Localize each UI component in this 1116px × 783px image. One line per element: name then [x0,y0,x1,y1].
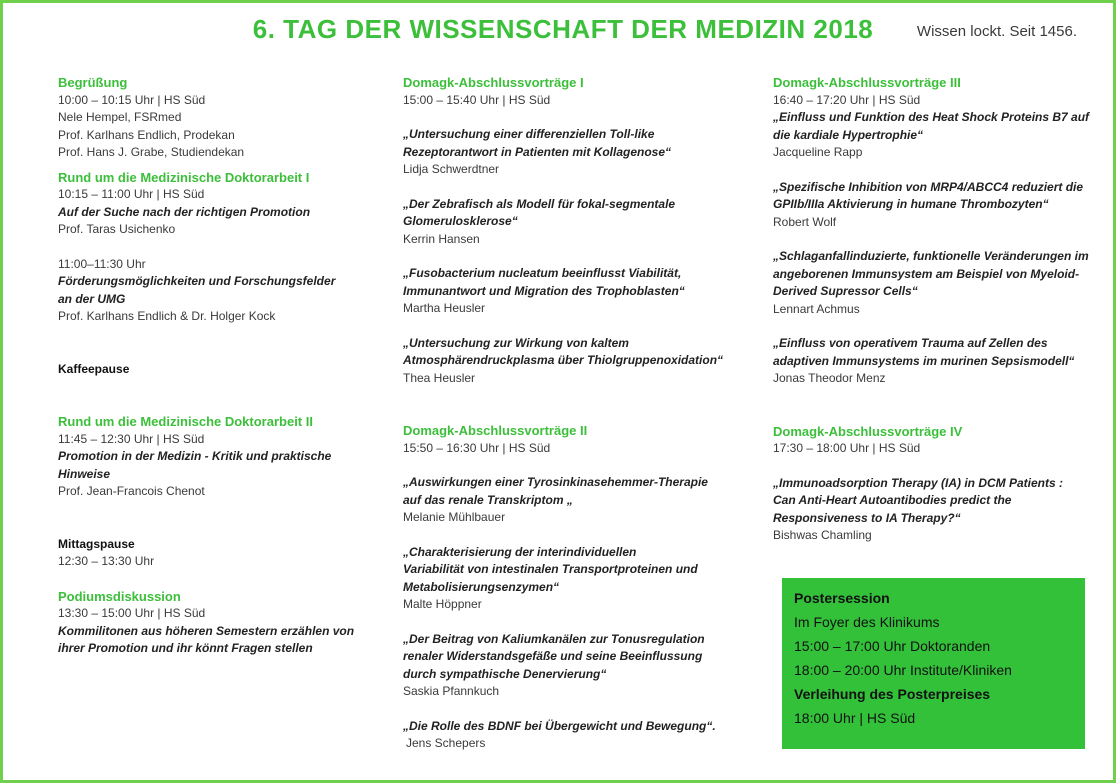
speaker: Martha Heusler [403,301,486,315]
section-domagk-2 [403,422,748,753]
talk-title: an der UMG [58,291,126,306]
speaker: Jonas Theodor Menz [773,371,886,385]
speaker: Melanie Mühlbauer [403,510,506,524]
speaker: Jacqueline Rapp [773,145,863,159]
lunch-break: Mittagspause [58,536,135,551]
talk-title: Hinweise [58,466,111,481]
talk-entry [403,265,748,318]
talk-title: Variabilität von intestinalen Transportproteinen und [403,562,698,576]
section-domagk-1 [403,74,748,387]
talk-title: „Die Rolle des BDNF bei Übergewicht und Bewegung“. [403,718,716,733]
talk-title: „Schlaganfallinduzierte, funktionelle Veränderungen im [773,249,1089,263]
talk-title: durch sympathische Denervierung“ [403,666,607,681]
talk-title: Can Anti-Heart Autoantibodies predict the [773,493,1012,507]
session-time: 11:00–11:30 Uhr [58,256,146,271]
talk-entry [773,335,1103,388]
talk-entry [403,474,748,527]
section-heading: Domagk-Abschlussvorträge IV [773,423,963,439]
section-domagk-4 [773,423,1103,545]
speaker: Malte Höppner [403,597,482,611]
session-time: 10:00 – 10:15 Uhr | HS Süd [58,92,206,107]
talk-title: „Fusobacterium nucleatum beeinflusst Viabilität, [403,266,682,280]
talk-title: adaptiven Immunsystems im murinen Sepsismodell“ [773,353,1075,368]
section-heading: Domagk-Abschlussvorträge II [403,423,588,438]
section-heading: Podiumsdiskussion [58,588,181,604]
talk-title: Immunantwort und Migration des Trophoblasten“ [403,283,685,298]
session-time: 15:00 – 15:40 Uhr | HS Süd [403,92,551,107]
speaker: Lidja Schwerdtner [403,162,500,176]
poster-award-heading: Verleihung des Posterpreises [794,686,991,702]
speaker: Robert Wolf [773,214,837,229]
section-lunch [58,536,373,571]
talk-entry [403,718,748,753]
section-domagk-3 [773,74,1103,388]
section-begruessung [58,74,373,162]
talk-entry [773,109,1103,162]
speaker: Kerrin Hansen [403,231,480,246]
session-time: 17:30 – 18:00 Uhr | HS Süd [773,441,921,455]
section-podium [58,588,373,658]
speaker: Prof. Taras Usichenko [58,222,176,236]
speaker: Bishwas Chamling [773,528,872,542]
speaker: Nele Hempel, FSRmed [58,110,182,124]
poster-session-box [782,578,1085,749]
session-time: 13:30 – 15:00 Uhr | HS Süd [58,606,206,620]
session-time: 16:40 – 17:20 Uhr | HS Süd [773,92,921,107]
section-heading: Domagk-Abschlussvorträge I [403,75,584,90]
talk-title: „Einfluss von operativem Trauma auf Zellen des [773,336,1048,350]
section-heading: Rund um die Medizinische Doktorarbeit II [58,414,313,429]
talk-title: „Spezifische Inhibition von MRP4/ABCC4 reduziert die [773,179,1084,194]
speaker: Thea Heusler [403,370,476,385]
poster-line: 15:00 – 17:00 Uhr Doktoranden [794,638,991,654]
session-time: 11:45 – 12:30 Uhr | HS Süd [58,431,205,446]
talk-title: GPIIb/IIIa Aktivierung in humane Thrombozyten“ [773,197,1049,211]
talk-title: Promotion in der Medizin - Kritik und praktische [58,449,332,463]
speaker: Jens Schepers [406,736,486,750]
talk-title: „Untersuchung zur Wirkung von kaltem [403,335,629,350]
talk-title: „Der Beitrag von Kaliumkanälen zur Tonusregulation [403,631,705,646]
coffee-break: Kaffeepause [58,361,130,376]
talk-entry [403,544,748,614]
talk-title: Responsiveness to IA Therapy?“ [773,510,961,525]
talk-title: „Der Zebrafisch als Modell für fokal-segmentale [403,196,676,211]
talk-title: Auf der Suche nach der richtigen Promotion [58,204,311,219]
speaker: Prof. Karlhans Endlich & Dr. Holger Kock [58,309,276,323]
talk-entry [403,196,748,249]
section-heading: Rund um die Medizinische Doktorarbeit I [58,169,310,185]
slogan: Wissen lockt. Seit 1456. [916,23,1077,40]
session-time: 15:50 – 16:30 Uhr | HS Süd [403,440,551,455]
talk-entry [773,248,1103,318]
talk-title: „Untersuchung einer differenziellen Toll-like [403,127,655,141]
talk-entry [773,179,1103,232]
poster-heading: Postersession [794,590,890,606]
talk-title: ihrer Promotion und ihr könnt Fragen stellen [58,641,313,655]
talk-entry [403,126,748,179]
poster-line: 18:00 – 20:00 Uhr Institute/Kliniken [794,662,1012,678]
section-doktorarbeit-2 [58,413,373,501]
speaker: Prof. Karlhans Endlich, Prodekan [58,127,235,142]
column-morning [58,74,373,658]
section-heading: Begrüßung [58,75,128,90]
page-title: 6. TAG DER WISSENSCHAFT DER MEDIZIN 2018 [252,14,874,44]
talk-title: Derived Supressor Cells“ [773,284,918,298]
poster-line: Im Foyer des Klinikums [794,614,940,630]
talk-title: Atmosphärendruckplasma über Thiolgruppenoxidation“ [403,353,724,367]
talk-title: Rezeptorantwort in Patienten mit Kollagenose“ [403,144,672,159]
talk-title: „Charakterisierung der interindividuellen [403,544,637,559]
session-time: 10:15 – 11:00 Uhr | HS Süd [58,187,205,201]
talk-title: „Einfluss und Funktion des Heat Shock Proteins B7 auf [773,110,1090,124]
speaker: Prof. Hans J. Grabe, Studiendekan [58,145,245,159]
session-time: 12:30 – 13:30 Uhr [58,554,155,568]
talk-title: „Auswirkungen einer Tyrosinkinasehemmer-Therapie [403,475,708,489]
column-domagk-3-4 [773,74,1103,545]
talk-title: renaler Widerstandsgefäße und seine Beeinflussung [403,649,703,663]
talk-title: Kommilitonen aus höheren Semestern erzählen von [58,623,355,638]
talk-title: „Immunoadsorption Therapy (IA) in DCM Patients : [773,475,1064,490]
poster-award-time: 18:00 Uhr | HS Süd [794,710,916,726]
talk-entry [403,631,748,701]
speaker: Saskia Pfannkuch [403,684,500,698]
talk-title: Metabolisierungsenzymen“ [403,579,560,594]
talk-title: Glomerulosklerose“ [403,214,518,228]
section-heading: Domagk-Abschlussvorträge III [773,75,961,90]
talk-title: die kardiale Hypertrophie“ [773,127,924,142]
talk-title: auf das renale Transkriptom „ [403,492,573,507]
talk-title: angeborenen Immunsystem am Beispiel von Myeloid- [773,266,1080,281]
column-domagk-1-2 [403,74,748,753]
speaker: Lennart Achmus [773,301,860,316]
speaker: Prof. Jean-Francois Chenot [58,484,205,498]
talk-entry [403,335,748,388]
section-doktorarbeit-1 [58,169,373,326]
talk-title: Förderungsmöglichkeiten und Forschungsfelder [58,274,336,288]
